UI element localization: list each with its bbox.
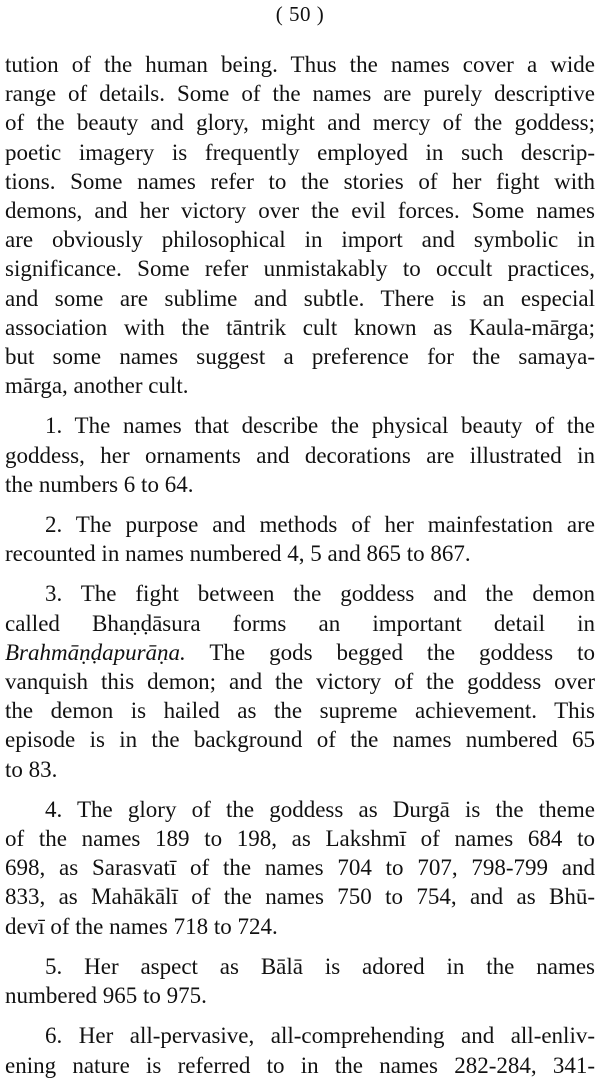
text-line: 3. The fight between the goddess and the demon [45, 581, 595, 607]
text-line: recounted in names numbered 4, 5 and 865 to 867. [5, 541, 471, 567]
page-number: ( 50 ) [275, 2, 325, 26]
text-line: demons, and her victory over the evil forces. Some names [5, 198, 595, 224]
text-line: vanquish this demon; and the victory of the goddess over [5, 669, 595, 695]
paragraph-item-1 [5, 411, 595, 499]
text-line: poetic imagery is frequently employed in such descrip- [5, 139, 595, 165]
text-line: devī of the names 718 to 724. [5, 913, 278, 939]
paragraph-item-5 [5, 952, 595, 1010]
text-line: association with the tāntrik cult known as Kaula-mārga; [5, 314, 595, 340]
text-line: range of details. Some of the names are purely descriptive [5, 81, 595, 107]
text-line: 5. Her aspect as Bālā is adored in the names [45, 953, 595, 979]
paragraph-item-2 [5, 510, 595, 568]
paragraph-item-6 [5, 1021, 595, 1079]
body-text [5, 50, 595, 1091]
text-line: goddess, her ornaments and decorations are illustrated in [5, 442, 595, 468]
text-line: episode is in the background of the names numbered 65 [5, 727, 595, 753]
text-line: numbered 965 to 975. [5, 983, 207, 1009]
text-fragment: The gods begged the goddess to [209, 639, 595, 665]
paragraph-intro [5, 50, 595, 400]
text-line: but some names suggest a preference for the samaya- [5, 344, 595, 370]
paragraph-item-4 [5, 795, 595, 941]
text-line: are obviously philosophical in import and symbolic in [5, 227, 595, 253]
text-line: tution of the human being. Thus the names cover a wide [5, 52, 595, 77]
text-line: 6. Her all-pervasive, all-comprehending and all-enliv- [45, 1023, 595, 1049]
text-line: ening nature is referred to in the names 282-284, 341- [5, 1052, 595, 1078]
text-line: of the beauty and glory, might and mercy of the goddess; [5, 110, 595, 136]
text-line: of the names 189 to 198, as Lakshmī of names 684 to [5, 826, 595, 852]
text-line: significance. Some refer unmistakably to occult practices, [5, 256, 595, 282]
text-line: the demon is hailed as the supreme achievement. This [5, 698, 595, 724]
text-line-with-title [5, 638, 595, 667]
paragraph-item-3 [5, 579, 595, 783]
text-line: and some are sublime and subtle. There is an especial [5, 285, 595, 311]
text-line: 1. The names that describe the physical beauty of the [45, 413, 595, 439]
text-line: mārga, another cult. [5, 373, 189, 399]
text-line: tions. Some names refer to the stories of her fight with [5, 168, 595, 194]
italic-title: Brahmāṇḍapurāṇa. [5, 639, 186, 665]
text-line: 4. The glory of the goddess as Durgā is the theme [45, 796, 595, 822]
text-line: the numbers 6 to 64. [5, 471, 194, 497]
text-line: 698, as Sarasvatī of the names 704 to 707, 798-799 and [5, 855, 595, 881]
text-line: to 83. [5, 756, 58, 782]
text-line: called Bhaṇḍāsura forms an important detail in [5, 610, 595, 636]
text-line: 833, as Mahākālī of the names 750 to 754, and as Bhū- [5, 884, 595, 910]
text-line: 2. The purpose and methods of her mainfestation are [45, 512, 595, 538]
